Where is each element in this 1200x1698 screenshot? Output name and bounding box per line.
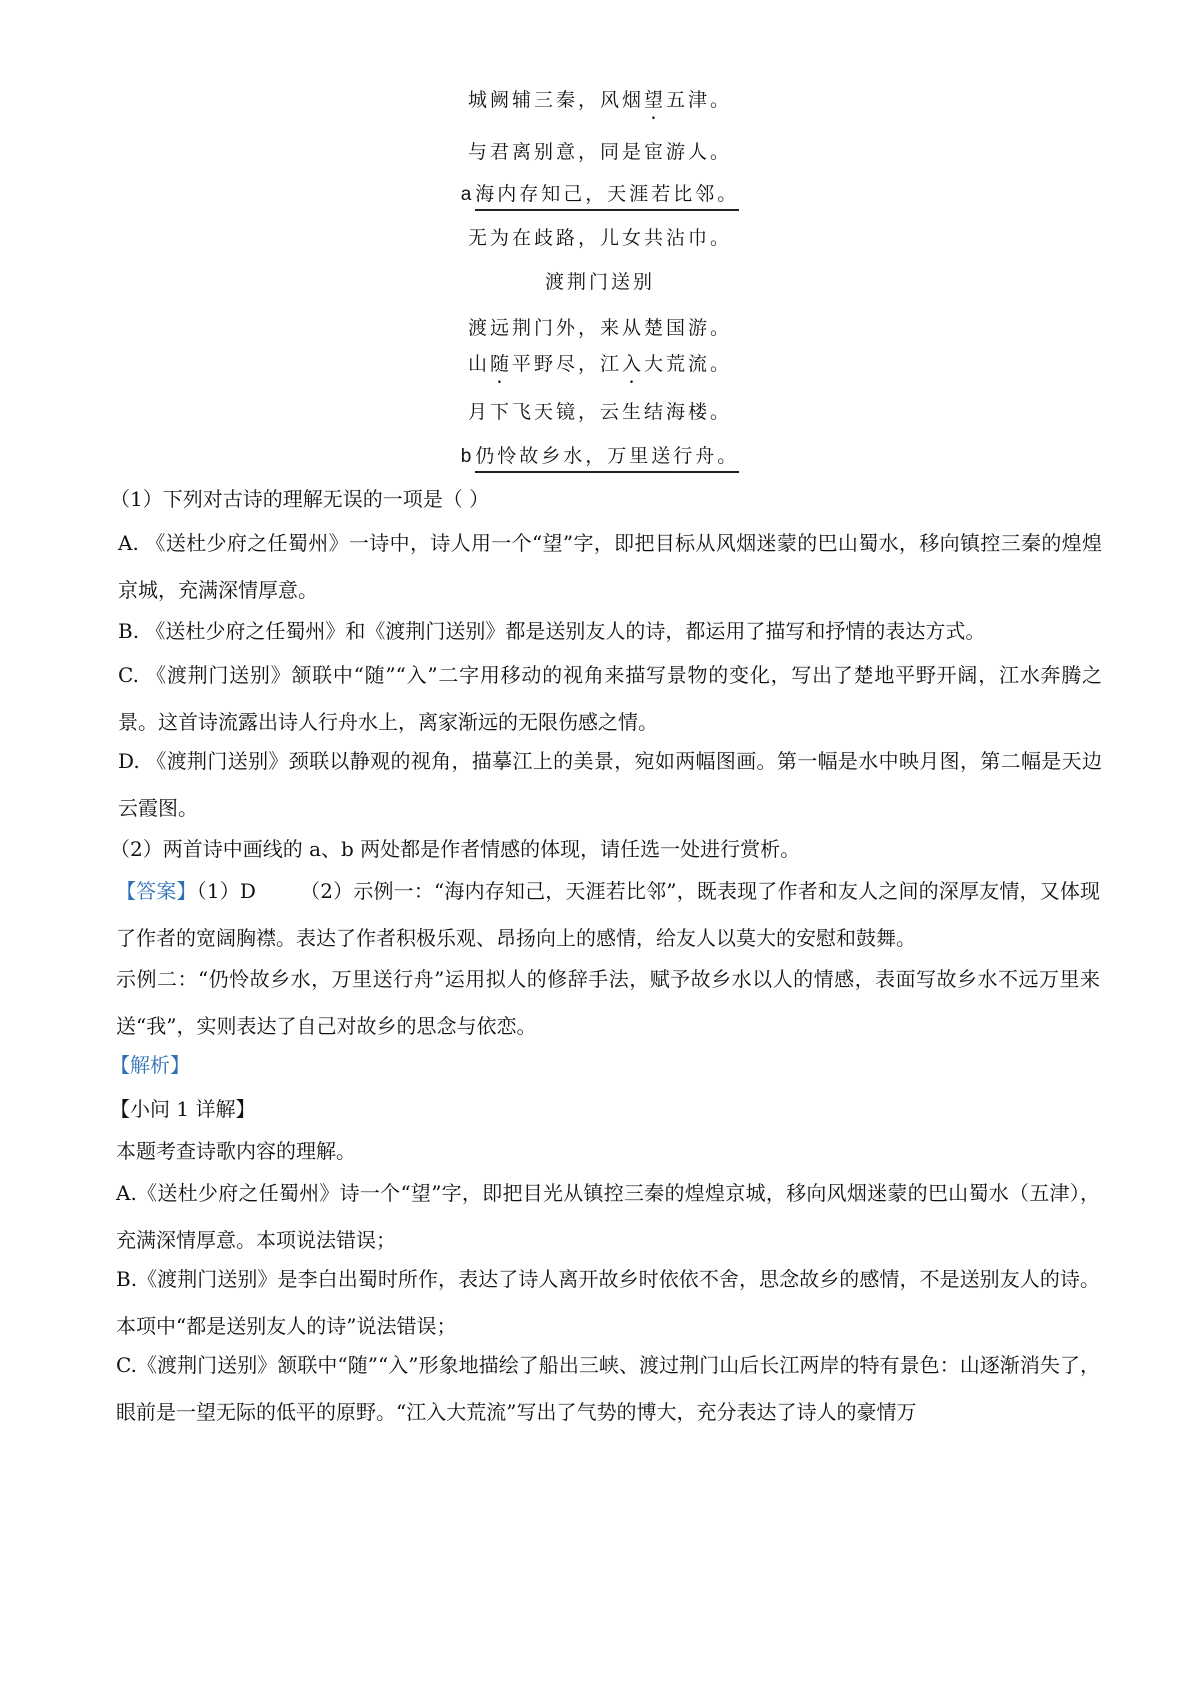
explanation-intro: 本题考查诗歌内容的理解。 <box>116 1139 356 1163</box>
underlined-text: 海内存知己，天涯若比邻。 <box>475 183 739 211</box>
poem-text: 无为在歧路，儿女共沾巾。 <box>467 227 732 249</box>
line-mark-a: a <box>460 184 472 205</box>
option-b: B. 《送杜少府之任蜀州》和《渡荆门送别》都是送别友人的诗，都运用了描写和抒情的表达方式。 <box>118 619 986 643</box>
dotted-char: 入 <box>622 353 645 375</box>
answer-2: （2）示例一：“海内存知己，天涯若比邻”，既表现了作者和友人之间的深厚友情，又体现了作者的宽阔胸襟。表达了作者积极乐观、昂扬向上的感情，给友人以莫大的安慰和鼓舞。 <box>116 879 1100 950</box>
poem-line-8-underlined <box>0 442 1200 471</box>
analysis-heading <box>110 1042 1094 1089</box>
poem-text: 与君离别意，同是宦游人。 <box>467 141 732 163</box>
underlined-text: 仍怜故乡水，万里送行舟。 <box>475 445 739 473</box>
poem-title: 渡荆门送别 <box>544 271 655 293</box>
question-1: （1）下列对古诗的理解无误的一项是（ ） <box>110 487 490 511</box>
poem-text: 大荒流。 <box>644 353 733 375</box>
dotted-char: 望 <box>643 89 666 111</box>
poem-text: 渡远荆门外，来从楚国游。 <box>467 317 732 339</box>
poem-text: 月下飞天镜，云生结海楼。 <box>467 401 732 423</box>
poem-text: 平野尽，江 <box>511 353 622 375</box>
poem-line-2 <box>0 138 1200 166</box>
option-c: C. 《渡荆门送别》颔联中“随”“入”二字用移动的视角来描写景物的变化，写出了楚地平野开阔，江水奔腾之景。这首诗流露出诗人行舟水上，离家渐远的无限伤感之情。 <box>118 663 1102 734</box>
poem-line-6 <box>0 350 1200 378</box>
poem-title-2 <box>0 268 1200 296</box>
poem-line-3-underlined <box>0 180 1200 209</box>
answer-example-2: 示例二：“仍怜故乡水，万里送行舟”运用拟人的修辞手法，赋予故乡水以人的情感，表面写故乡水不远万里来送“我”，实则表达了自己对故乡的思念与依恋。 <box>116 967 1100 1038</box>
line-mark-b: b <box>460 446 472 467</box>
poem-line-7 <box>0 398 1200 426</box>
explanation-c: C.《渡荆门送别》颔联中“随”“入”形象地描绘了船出三峡、渡过荆门山后长江两岸的特有景色：山逐渐消失了，眼前是一望无际的低平的原野。“江入大荒流”写出了气势的博大，充分表达了诗人的豪情万 <box>116 1353 1100 1424</box>
answer-label: 【答案】 <box>116 879 197 903</box>
poem-text: 城阙辅三秦，风烟 <box>467 89 644 111</box>
poem-text: 五津。 <box>666 89 733 111</box>
option-d: D. 《渡荆门送别》颈联以静观的视角，描摹江上的美景，宛如两幅图画。第一幅是水中映月图，第二幅是天边云霞图。 <box>118 749 1102 820</box>
answer-block <box>116 868 1100 962</box>
poem-line-5 <box>0 314 1200 342</box>
explanation-b: B.《渡荆门送别》是李白出蜀时所作，表达了诗人离开故乡时依依不舍，思念故乡的感情，不是送别友人的诗。本项中“都是送别友人的诗”说法错误； <box>116 1267 1100 1338</box>
option-a: A. 《送杜少府之任蜀州》一诗中，诗人用一个“望”字，即把目标从风烟迷蒙的巴山蜀水，移向镇控三秦的煌煌京城，充满深情厚意。 <box>118 531 1102 602</box>
poem-line-4 <box>0 224 1200 252</box>
sub-question-heading: 【小问 1 详解】 <box>110 1097 256 1121</box>
poem-text: 山 <box>467 353 490 375</box>
answer-1: （1）D <box>196 879 256 903</box>
dotted-char: 随 <box>489 353 512 375</box>
explanation-a: A.《送杜少府之任蜀州》诗一个“望”字，即把目光从镇控三秦的煌煌京城，移向风烟迷蒙的巴山蜀水（五津），充满深情厚意。本项说法错误； <box>116 1181 1100 1252</box>
analysis-label: 【解析】 <box>110 1053 190 1077</box>
poem-line-1 <box>0 86 1200 114</box>
question-2: （2）两首诗中画线的 a、b 两处都是作者情感的体现，请任选一处进行赏析。 <box>110 837 801 861</box>
